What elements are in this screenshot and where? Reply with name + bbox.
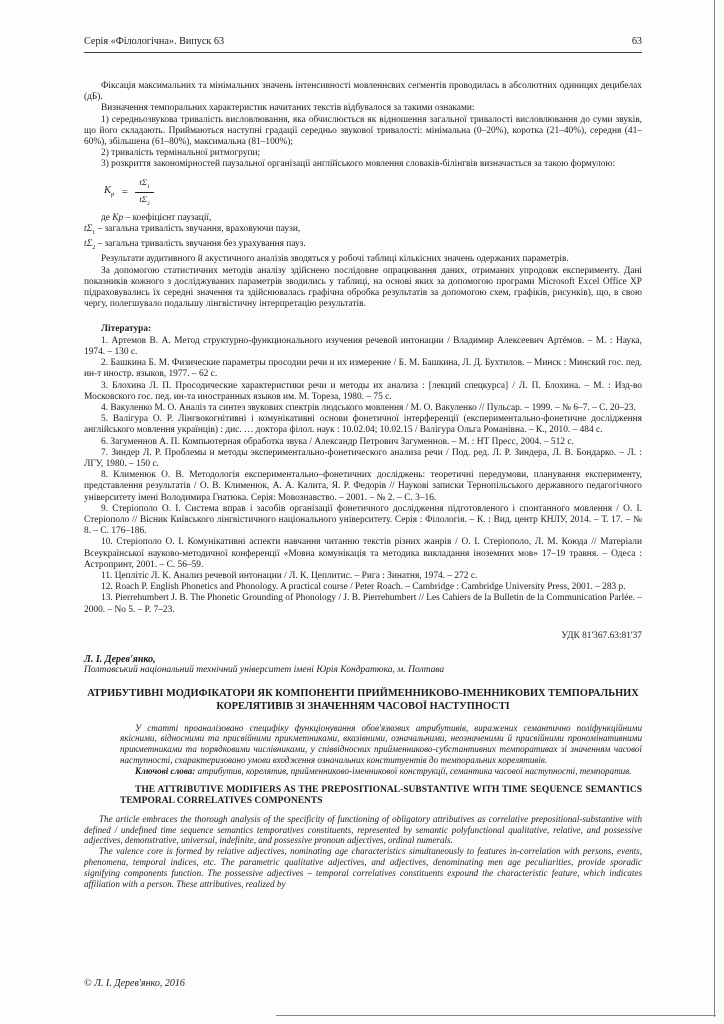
list-item-1: 1) середньозвукова тривалість висловлювання, яка обчислюється як відношення загальної тривалості висловлювання до суми звуків, що його складають. Приймаються наступні градації середньо звукової тривалості: мінімальна (0–20%), коротка (21–40%), середня (41–60%), збільшена (61–80%), максимальна (81–100%); [84, 114, 642, 148]
formula-equals: = [121, 187, 129, 199]
pausation-formula [104, 177, 642, 210]
formula-numerator: $t\Sigma_1$ [135, 177, 153, 194]
reference-item: 5. Валігура О. Р. Лінгвокогнітивні і комунікативні основи фонетичної інтерференції (експериментально-фонетичне дослідження англійського мовлення українців) : дис. … доктора філол. наук : 10.02.04; 10.02.15 / Валігура Ольга Романівна. – К., 2010. – 484 с. [84, 414, 642, 436]
references-heading: Література: [101, 323, 152, 334]
reference-item: 3. Блохина Л. П. Просодические характеристики речи и методы их анализа : [лекций спецкурса] / Л. П. Блохина. – М. : Изд-во Московского гос. пед. ин-та иностранных языков им. М. Тореза, 1980. – 75 с. [84, 380, 642, 402]
list-item-2: 2) тривалість термінальної ритмогрупи; [101, 148, 261, 159]
article-body [84, 81, 642, 889]
reference-item: 6. Загуменнов А. П. Компьютерная обработка звука / Александр Петрович Загуменнов. – М. : НТ Пресс, 2004. – 512 с. [101, 436, 574, 447]
reference-item: 4. Вакуленко М. О. Аналіз та синтез звукових спектрів людського мовлення / М. О. Вакуленко // Пульсар. – 1999. – № 6–7. – С. 20–23. [101, 402, 636, 413]
formula-variable: $K_p$ [104, 185, 115, 199]
reference-item: 7. Зиндер Л. Р. Проблемы и методы экспериментально-фонетического анализа речи / Под. ред. Л. Р. Зиндера, Л. В. Бондарко. – Л. : ЛГУ, 1980. – 150 с. [84, 447, 642, 469]
article-title-en: THE ATTRIBUTIVE MODIFIERS AS THE PREPOSITIONAL-SUBSTANTIVE WITH TIME SEQUENCE SEMANTICS TEMPORAL CORRELATIVES COMPONENTS [120, 784, 642, 807]
paragraph-temporal-characteristics: Визначення темпоральних характеристик начитаних текстів відбувалося за такими ознаками: [101, 103, 475, 114]
author-affiliation: Полтавський національний технічний університет імені Юрія Кондратюка, м. Полтава [84, 665, 445, 676]
reference-item: 12. Roach P. English Phonetics and Phonology. A practical course / Peter Roach. – Cambridge : Cambridge University Press, 2001. – 283 p. [101, 582, 626, 593]
paragraph-intensity: Фіксація максимальних та мінімальних значень інтенсивності мовленнєвих сегментів проводилась в абсолютних одиницях децибелах (дБ). [84, 81, 642, 103]
formula-fraction [135, 177, 153, 210]
formula-definition-kp: де Kp – коефіцієнт паузації, [101, 213, 212, 224]
copyright-footer: © Л. І. Дерев'янко, 2016 [84, 978, 185, 989]
keywords-list: атрибутив, корелятив, прийменниково-іменникової конструкції, семантика часової наступності, темпоратив. [195, 765, 632, 776]
abstract-en-paragraph-1: The article embraces the thorough analysis of the specificity of functioning of obligatory attributives as correlative prepositional-substantive with defined / undefined time sequence semantics temporatives constituents, represented by semantic polyfunctional qualitative, relative, and possessive adjectives, demonstrative, universal, indefinite, and possessive pronoun adjectives, ordinal numerals. [84, 813, 642, 846]
formula-denominator: $t\Sigma_2$ [139, 194, 150, 208]
paragraph-statistics: За допомогою статистичних методів аналізу здійснено послідовне опрацювання даних, отриманих упродовж експерименту. Дані показників кожного з досліджуваних параметрів зводились у таблиці, на основі яких за допомогою програми Microsoft Excel Office XP підраховувались їх середні значення та здійснювалась графічна обробка результатів за допомогою схем, графіків, рисунків), що, в свою чергу, полегшувало подальшу лінгвістичну інтерпретацію результатів. [84, 265, 642, 310]
reference-item: 13. Pierrehumbert J. B. The Phonetic Grounding of Phonology / J. B. Pierrehumbert // Les Cahiers de la Bulletin de la Communication Parlée. – 2000. – No 5. – P. 7–23. [84, 593, 642, 615]
abstract-en-paragraph-2: The valence core is formed by relative adjectives, nominating age characteristics simultaneously to features in-correlation with persons, events, phenomena, temporal indices, etc. The parametric qualitative adjectives, and adjectives, denominating men age peculiarities, provide sporadic signifying components function. The possessive adjectives – temporal correlatives constituents expound the characteristic feature, which indicates affiliation with a person. These attributives, realized by [84, 846, 642, 889]
udc-code: УДК 81'367.63:81'37 [561, 630, 642, 641]
page-number: 63 [631, 36, 642, 47]
reference-item: 9. Стеріополо О. І. Система вправ і засобів організації фонетичного дослідження підготовленого і спонтанного мовлення / О. І. Стеріополо // Вісник Київського лінгвістичного національного університету. Серія : Філологія. – К. : Вид. центр КНЛУ, 2014. – Т. 17. – № 8. – С. 176–186. [84, 503, 642, 537]
references-list [84, 336, 642, 616]
reference-item: 8. Клименюк О. В. Методологія експериментально–фонетичних досліджень: теоретичні передумови, планування експерименту, представлення результатів / О. В. Клименюк, А. А. Калита, Я. Р. Федорів // Наукові записки Тернопільського державного педагогічного університету імені Володимира Гнатюка. Серія: Мовознавство. – 2001. – № 2. – С. 3–16. [84, 470, 642, 503]
article-title-uk: АТРИБУТИВНІ МОДИФІКАТОРИ ЯК КОМПОНЕНТИ ПРИЙМЕННИКОВО-ІМЕННИКОВИХ ТЕМПОРАЛЬНИХ КОРЕЛЯТИВІВ ЗІ ЗНАЧЕННЯМ ЧАСОВОЇ НАСТУПНОСТІ [87, 688, 639, 712]
page-content [84, 36, 642, 889]
series-title: Серія «Філологічна». Випуск 63 [84, 36, 225, 47]
list-item-3: 3) розкриття закономірностей паузальної організації англійського мовлення словаків-білінгвів визначається за такою формулою: [101, 159, 616, 170]
keywords-label: Ключові слова: [135, 765, 196, 776]
reference-item: 11. Цеплітіс Л. К. Анализ речевой интонации / Л. К. Цеплитис. – Рига : Зинатня, 1974. – 272 с. [101, 570, 478, 581]
reference-item: 10. Стеріополо О. І. Комунікативні аспекти навчання читанню текстів різних жанрів / О. І. Стеріополо, Л. М. Коюда // Матеріали Всеукраїнської науково-методичної конференції «Мовна комунікація та методика викладання іноземних мов» 17–19 травня. – Одеса : Астропринт, 2001. – С. 56–59. [84, 537, 642, 570]
reference-item: 2. Башкина Б. М. Физические параметры просодии речи и их измерение / Б. М. Башкина, Л. Д. Бухтилов. – Минск : Минский гос. пед. ин-т иностр. языков, 1977. – 62 с. [84, 358, 642, 380]
abstract-uk [120, 723, 642, 777]
paragraph-results: Результати аудитивного й акустичного аналізів зводяться у робочі таблиці кількісних значень одержаних параметрів. [101, 254, 569, 265]
scan-edge-bottom-line [276, 1015, 716, 1016]
abstract-en [84, 814, 642, 890]
abstract-uk-text: У статті проаналізовано специфіку функціонування обов'язкових атрибутивів, виражених семантично поліфункційними якісними, відносними та присвійними прикметниками, вказівними, означальними, неозначеними й присвійними прономінативними прикметниками та порядковими числівниками, у співвідносних прийменниково-субстантивних темпоративах зі значенням часової наступності, схарактеризовано умови входження означальних конституентів до темпоральних корелятивів. [120, 722, 642, 765]
scan-edge-right-line [714, 0, 715, 1017]
keywords-line [120, 766, 642, 777]
running-header [84, 36, 642, 53]
formula-definition-t2: $t\Sigma_2$ – загальна тривалість звучання без урахування пауз. [84, 239, 306, 252]
reference-item: 1. Артемов В. А. Метод структурно-функционального изучения речевой интонации / Владимир Алексеевич Артёмов. – М. : Наука, 1974. – 130 с. [84, 335, 642, 357]
formula-definition-t1: $t\Sigma_1$ – загальна тривалість звучання, враховуючи паузи, [84, 224, 301, 237]
author-name: Л. І. Дерев'янко, [84, 653, 156, 665]
